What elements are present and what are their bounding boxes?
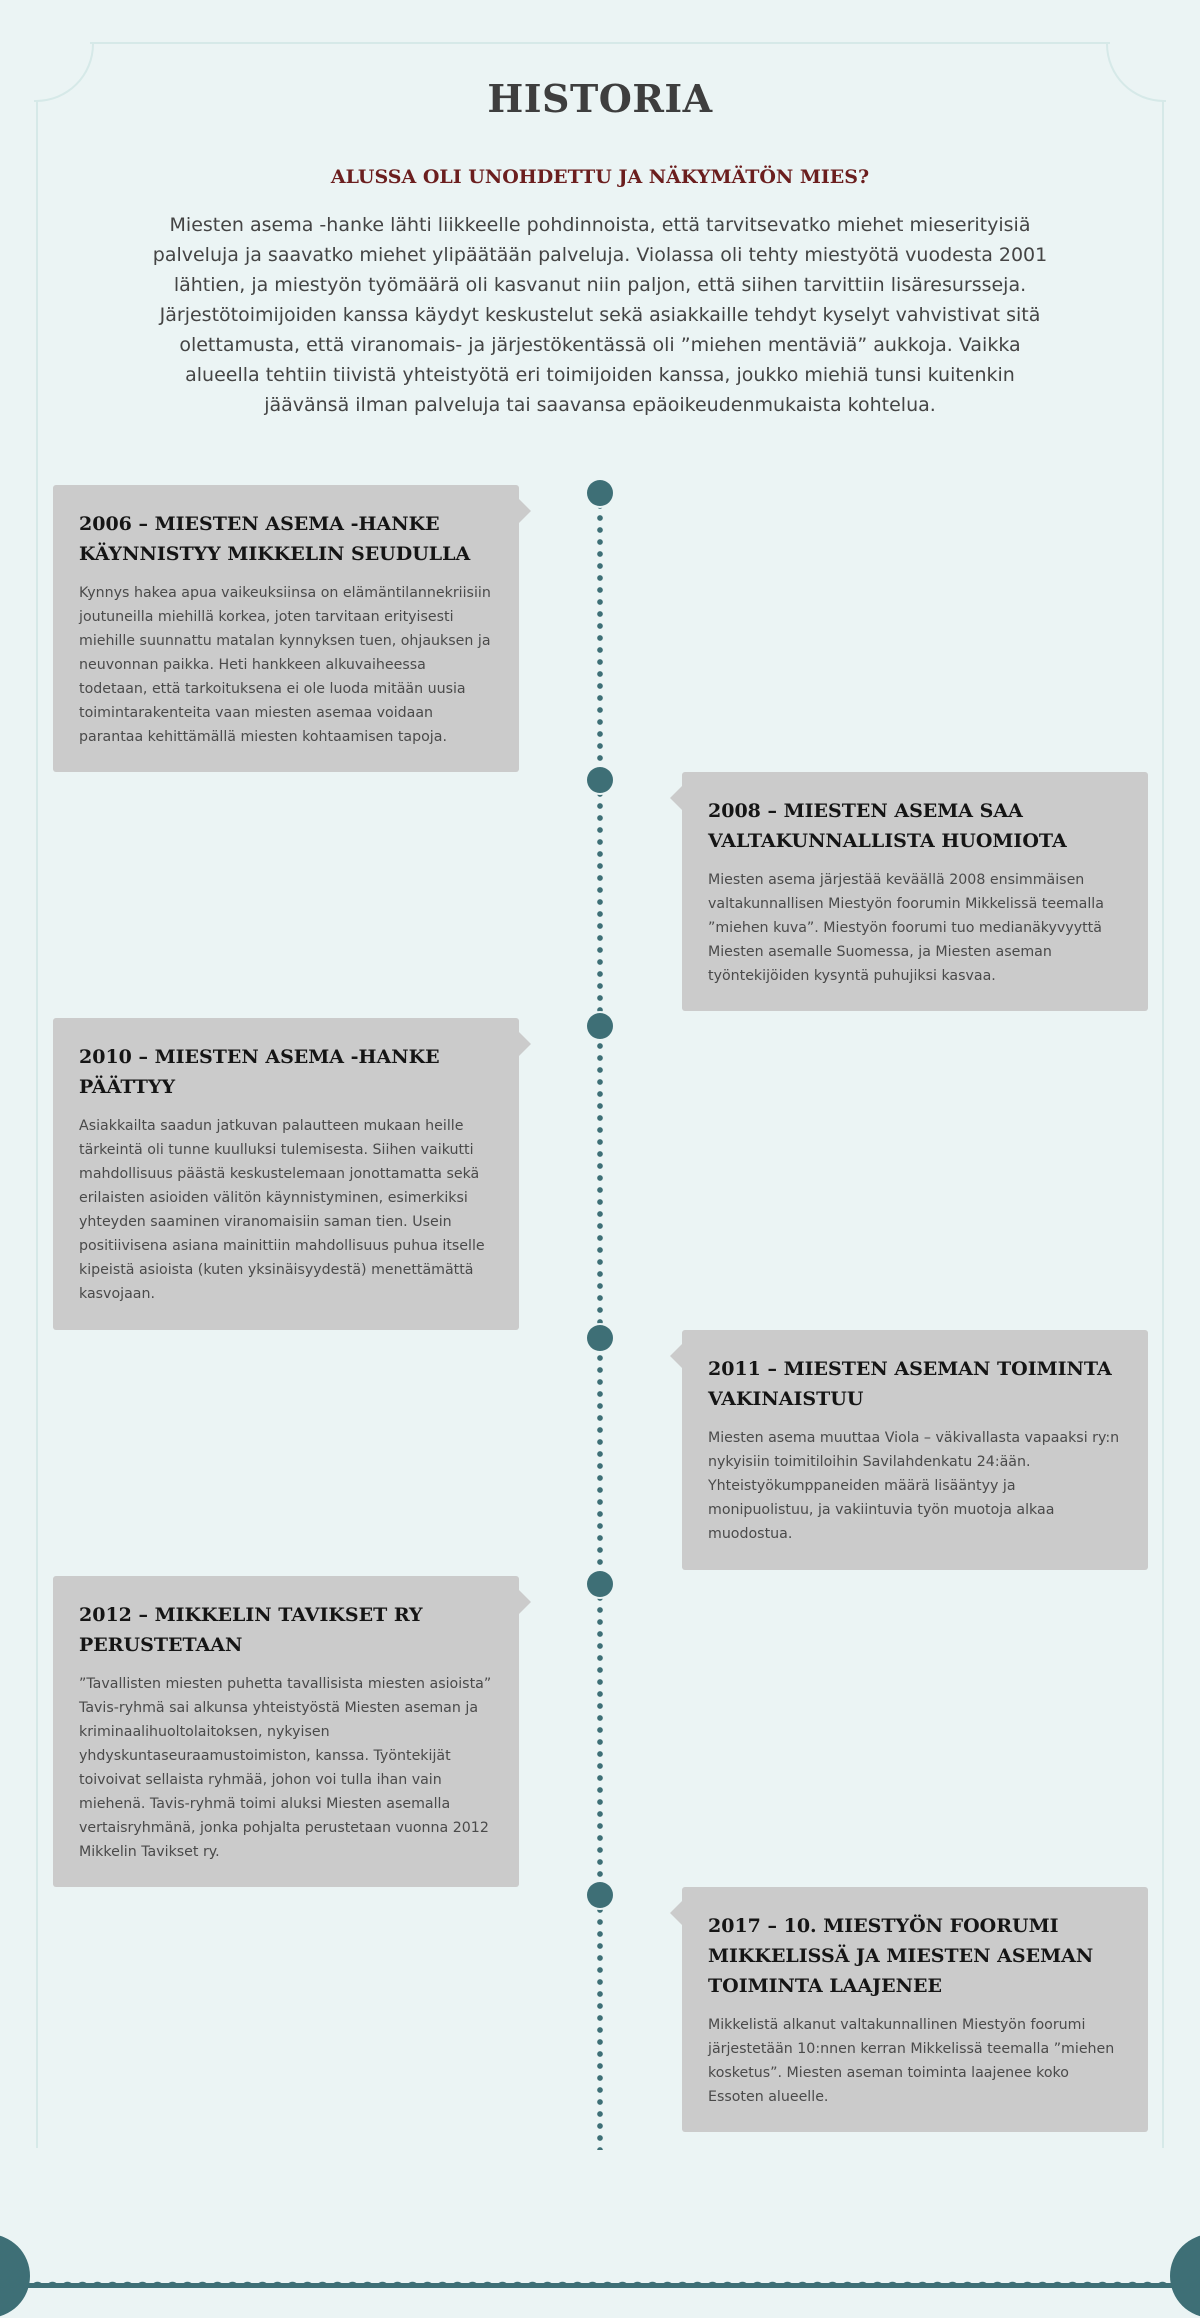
timeline-card-text: Miesten asema muuttaa Viola – väkivallasta vapaaksi ry:n nykyisiin toimitiloihin Savilahdenkatu 24:ään. Yhteistyökumppaneiden määrä lisääntyy ja monipuolistuu, ja vakiintuvia työn muotoja alkaa muodostua. xyxy=(708,1430,1120,1542)
frame-top-border xyxy=(90,42,1110,44)
timeline-card-text: Miesten asema järjestää keväällä 2008 ensimmäisen valtakunnallisen Miestyön foorumin Mikkelissä teemalla ”miehen kuva”. Miestyön foorumi tuo medianäkyvyyttä Miesten asemalle Suomessa, ja Miesten aseman työntekijöiden kysyntä puhujiksi kasvaa. xyxy=(708,872,1104,984)
timeline-node xyxy=(587,1571,613,1597)
section-subtitle: ALUSSA OLI UNOHDETTU JA NÄKYMÄTÖN MIES? xyxy=(330,166,870,188)
timeline-card-heading: 2010 – MIESTEN ASEMA -HANKE PÄÄTTYY xyxy=(79,1046,440,1098)
timeline-card-2012 xyxy=(53,1576,519,1887)
timeline-card-2006 xyxy=(53,485,519,772)
timeline-card-text: ”Tavallisten miesten puhetta tavallisista miesten asioista” Tavis-ryhmä sai alkunsa yhteistyöstä Miesten aseman ja kriminaalihuoltolaitoksen, nykyisen yhdyskuntaseuraamustoimiston, kanssa. Työntekijät toivoivat sellaista ryhmää, johon voi tulla ihan vain miehenä. Tavis-ryhmä toimi aluksi Miesten asemalla vertaisryhmänä, jonka pohjalta perustetaan vuonna 2012 Mikkelin Tavikset ry. xyxy=(79,1676,492,1860)
footer-cap-right xyxy=(1170,2234,1200,2318)
timeline-card-heading: 2012 – MIKKELIN TAVIKSET RY PERUSTETAAN xyxy=(79,1604,423,1656)
timeline-card-2008 xyxy=(682,772,1148,1011)
timeline-node xyxy=(587,1325,613,1351)
timeline-card-heading: 2006 – MIESTEN ASEMA -HANKE KÄYNNISTYY MIKKELIN SEUDULLA xyxy=(79,513,471,565)
timeline-card-heading: 2011 – MIESTEN ASEMAN TOIMINTA VAKINAISTUU xyxy=(708,1358,1112,1410)
timeline-node xyxy=(587,1013,613,1039)
frame-left-border xyxy=(36,100,38,2148)
timeline-card-heading: 2008 – MIESTEN ASEMA SAA VALTAKUNNALLISTA HUOMIOTA xyxy=(708,800,1067,852)
frame-right-border xyxy=(1162,100,1164,2148)
intro-paragraph: Miesten asema -hanke lähti liikkeelle pohdinnoista, että tarvitsevatko miehet mieserityisiä palveluja ja saavatko miehet ylipäätään palveluja. Violassa oli tehty miestyötä vuodesta 2001 lähtien, ja miestyön työmäärä oli kasvanut niin paljon, että siihen tarvittiin lisäresursseja. Järjestötoimijoiden kanssa käydyt keskustelut sekä asiakkaille tehdyt kyselyt vahvistivat sitä olettamusta, että viranomais- ja järjestökentässä oli ”miehen mentäviä” aukkoja. Vaikka alueella tehtiin tiivistä yhteistyötä eri toimijoiden kanssa, joukko miehiä tunsi kuitenkin jäävänsä ilman palveluja tai saavansa epäoikeudenmukaista kohtelua. xyxy=(152,214,1048,416)
timeline-card-2010 xyxy=(53,1018,519,1330)
timeline-card-heading: 2017 – 10. MIESTYÖN FOORUMI MIKKELISSÄ JA MIESTEN ASEMAN TOIMINTA LAAJENEE xyxy=(708,1915,1094,1997)
timeline-card-2017 xyxy=(682,1887,1148,2132)
timeline-card-2011 xyxy=(682,1330,1148,1570)
page-title: HISTORIA xyxy=(487,76,713,121)
timeline-card-text: Kynnys hakea apua vaikeuksiinsa on elämäntilannekriisiin joutuneilla miehillä korkea, joten tarvitaan erityisesti miehille suunnattu matalan kynnyksen tuen, ohjauksen ja neuvonnan paikka. Heti hankkeen alkuvaiheessa todetaan, että tarkoituksena ei ole luoda mitään uusia toimintarakenteita vaan miesten asemaa voidaan parantaa kehittämällä miesten kohtaamisen tapoja. xyxy=(79,585,491,745)
timeline-card-text: Asiakkailta saadun jatkuvan palautteen mukaan heille tärkeintä oli tunne kuulluksi tulemisesta. Siihen vaikutti mahdollisuus päästä keskustelemaan jonottamatta sekä erilaisten asioiden välitön käynnistyminen, esimerkiksi yhteyden saaminen viranomaisiin saman tien. Usein positiivisena asiana mainittiin mahdollisuus puhua itselle kipeistä asioista (kuten yksinäisyydestä) menettämättä kasvojaan. xyxy=(79,1118,485,1302)
footer-strip xyxy=(0,2283,1200,2288)
timeline-card-text: Mikkelistä alkanut valtakunnallinen Miestyön foorumi järjestetään 10:nnen kerran Mikkelissä teemalla ”miehen kosketus”. Miesten aseman toiminta laajenee koko Essoten alueelle. xyxy=(708,2017,1115,2105)
timeline-node xyxy=(587,767,613,793)
timeline-node xyxy=(587,1882,613,1908)
timeline-node xyxy=(587,480,613,506)
footer-cap-left xyxy=(0,2234,30,2318)
